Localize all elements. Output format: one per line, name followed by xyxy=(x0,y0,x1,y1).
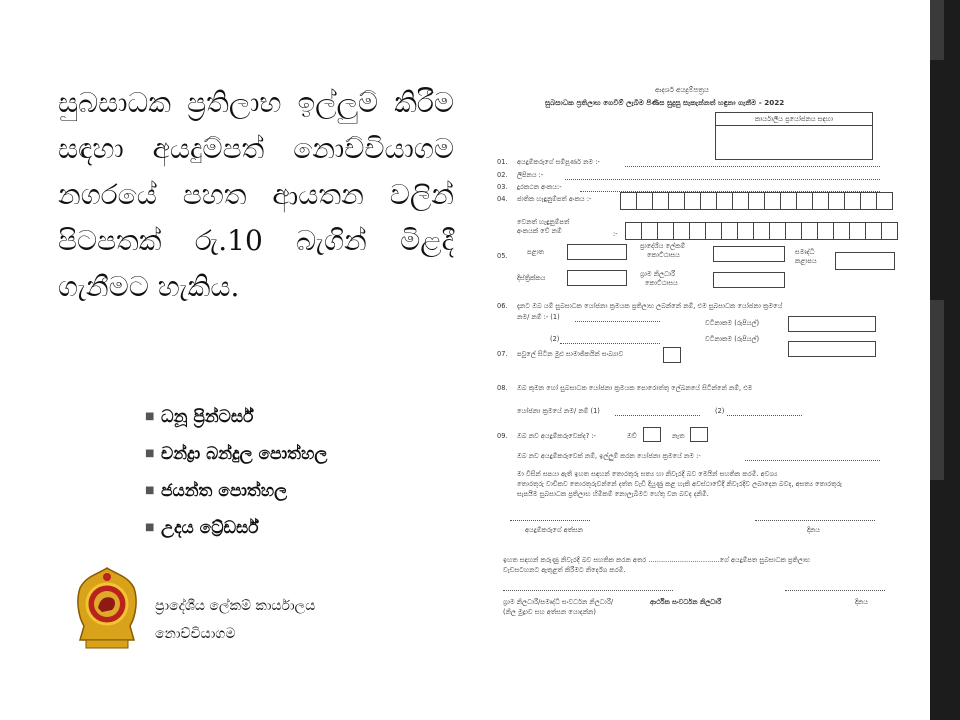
district-field[interactable] xyxy=(567,270,627,286)
shop-name: උදය ට්‍රේඩර්ස් xyxy=(161,517,259,538)
square-bullet-icon: ■ xyxy=(145,484,155,496)
province-label: පළාත xyxy=(527,248,545,256)
office-use-label: කාර්යාලීය ප්‍රයෝජනය සඳහා xyxy=(716,113,872,126)
district-label: දිස්ත්‍රික්කය xyxy=(517,274,546,282)
sample-application-form xyxy=(495,80,905,640)
officer-title-line-1b: ආර්ථික සංවර්ධන නිලධාරී xyxy=(650,598,722,606)
q04-number: 04. xyxy=(497,195,508,203)
list-item xyxy=(145,398,327,435)
yes-checkbox[interactable] xyxy=(643,427,661,442)
square-bullet-icon: ■ xyxy=(145,410,155,422)
form-heading: ආදර්ශ අයදුම්පත්‍රය xyxy=(655,86,709,94)
ds-label-2: කොට්ඨාසය xyxy=(647,251,680,259)
family-count-field[interactable] xyxy=(663,347,681,363)
office-address xyxy=(155,592,315,648)
declaration-line-1: මා විසින් සපයා ඇති ඉහත සඳහන් තොරතුරු සත්‍ය හා නිවැරදි බව මෙයින් සහතික කරමි. අවශ්‍ය xyxy=(517,470,778,478)
value-1-field[interactable] xyxy=(788,316,876,332)
office-location: නොච්චියාගම xyxy=(155,626,236,642)
slide-side-bar xyxy=(930,0,960,720)
other-id-colon: :- xyxy=(613,230,618,238)
no-checkbox[interactable] xyxy=(690,427,708,442)
shop-name: ජයන්ත පොත්හල xyxy=(161,480,288,501)
waiting-scheme-2-field[interactable] xyxy=(727,415,802,416)
q07-label: පවුලේ සිටින මුළු සාමාජිකයින් සංඛ්‍යාව xyxy=(517,350,624,358)
samurdhi-label-2: කළාපය xyxy=(795,257,817,265)
officer-signature-field[interactable] xyxy=(503,590,673,591)
square-bullet-icon: ■ xyxy=(145,447,155,459)
name-field[interactable] xyxy=(625,166,880,167)
list-item xyxy=(145,509,327,546)
gn-label: ග්‍රාම නිලධාරී xyxy=(640,270,676,278)
date-field[interactable] xyxy=(755,520,875,521)
samurdhi-field[interactable] xyxy=(835,252,895,270)
q09-label: ඔබ නව අයදුම්කරුවෙක්ද? :- xyxy=(517,432,596,440)
side-bar-segment xyxy=(930,300,944,480)
officer-date-field[interactable] xyxy=(785,590,885,591)
q04-label: ජාතික හැඳුනුම්පත් අංකය :- xyxy=(517,195,592,203)
officer-title-line-2: (නිල මුද්‍රාව සහ අත්සන යොදන්න) xyxy=(503,608,596,616)
officer-date-label: දිනය xyxy=(855,598,869,606)
q02-label: ලිපිනය :- xyxy=(517,171,544,179)
q08-label: ඔබ කුමන හෝ සුබසාධක යෝජනා ක්‍රමයක පොරොත්තු ලේඛනයේ සිටින්නේ නම්, එම xyxy=(517,384,753,392)
samurdhi-label: සමෘද්ධි xyxy=(795,248,815,256)
q02-number: 02. xyxy=(497,171,508,179)
side-bar-segment xyxy=(930,0,944,60)
q09-number: 09. xyxy=(497,432,508,440)
q05-number: 05. xyxy=(497,252,508,260)
ds-label: ප්‍රාදේශීය ලේකම් xyxy=(640,242,686,250)
q01-number: 01. xyxy=(497,158,508,166)
headline-text: සුබසාධක ප්‍රතිලාභ ඉල්ලුම් කිරීම සඳහා අයදුම්පත් නොච්චියාගම නගරයේ පහත ආයතන වලින් පිටපතක් රු.10 බැගින් මිළදී ගැනීමට හැකිය. xyxy=(58,86,454,303)
q06-label: දැනට ඔබ යම් සුබසාධක යෝජනා ක්‍රමයක ප්‍රතිලාභ ලබන්නේ නම්, එම සුබසාධක යෝජනා ක්‍රමයේ xyxy=(517,302,783,310)
gn-field[interactable] xyxy=(713,272,785,288)
square-bullet-icon: ■ xyxy=(145,521,155,533)
q01-label: අයදුම්කරුගේ සම්පූර්ණ නම :- xyxy=(517,158,600,166)
other-id-label: වෙනත් හැඳුනුම්පත් xyxy=(517,218,570,226)
address-field[interactable] xyxy=(565,179,880,180)
q08-number: 08. xyxy=(497,384,508,392)
list-item xyxy=(145,435,327,472)
new-scheme-field[interactable] xyxy=(745,460,880,461)
q06-second-label: (2) xyxy=(550,335,560,343)
applicant-signature-field[interactable] xyxy=(510,520,590,521)
ds-field[interactable] xyxy=(713,246,785,262)
q08-second-label: (2) xyxy=(715,407,725,415)
gn-label-2: කොට්ඨාසය xyxy=(645,279,678,287)
certification-line-2: වැඩසටහනට ඇතුළත් කිරීමට නිර්දේශ කරමි. xyxy=(503,566,626,574)
q06-number: 06. xyxy=(497,302,508,310)
scheme-2-field[interactable] xyxy=(560,343,660,344)
date-label: දිනය xyxy=(807,526,821,534)
officer-title-line-1: ග්‍රාම නිලධාරී/සමෘද්ධි සංවර්ධන නිලධාරී/ xyxy=(503,598,614,606)
certification-line-1: ඉහත සඳහන් කරුණු නිවැරදි බව සහතික කරන අතර ..................................ගේ අයදුම්පත සුබසාධක ප්‍රතිලාභ xyxy=(503,556,811,564)
sri-lanka-emblem-icon xyxy=(76,566,138,650)
nic-number-grid[interactable] xyxy=(620,192,892,210)
q08-name-label: යෝජනා ක්‍රමයේ නම/ නම් (1) xyxy=(517,407,600,415)
scheme-1-field[interactable] xyxy=(575,321,660,322)
other-id-grid[interactable] xyxy=(625,222,897,240)
waiting-scheme-1-field[interactable] xyxy=(615,415,700,416)
q06-name-label: නම/ නම් :- (1) xyxy=(517,313,560,321)
shop-list xyxy=(145,398,327,546)
value-1-label: වටිනාකම (රුපියල්) xyxy=(705,319,760,327)
shop-name: චන්ද්‍රා බන්දුල පොත්හල xyxy=(161,443,328,464)
form-subheading: සුබසාධක ප්‍රතිලාභ ගෙවීම් ලැබීම පිණිස සුදුසු සැකැන්නත් හඳුනා ගැනීම - 2022 xyxy=(545,98,785,107)
value-2-label: වටිනාකම (රුපියල්) xyxy=(705,335,760,343)
province-field[interactable] xyxy=(567,244,627,260)
new-scheme-label: ඔබ නව අයදුම්කරුවෙක් නම්, ඉල්ලුම් කරන යෝජනා ක්‍රමයේ නම :- xyxy=(517,452,701,460)
other-id-label-2: අංකයක් වේ නම් xyxy=(517,227,562,235)
value-2-field[interactable] xyxy=(788,341,876,357)
declaration-line-2: තොරතුරු වාචිකව තොරතුරුවන්නේ දත්ත වැඩි දියුණු කළ හැකි අවස්ථාවේදී නිවැරදිව ලබාදෙන බවද, අසත්‍ය තොරතුරු xyxy=(517,480,842,488)
q07-number: 07. xyxy=(497,350,508,358)
shop-name: ධනූ ප්‍රින්ටර්ස් xyxy=(161,406,254,427)
list-item xyxy=(145,472,327,509)
office-use-box xyxy=(715,112,873,160)
office-name: ප්‍රාදේශීය ලේකම් කාර්යාලය xyxy=(155,598,316,614)
q03-number: 03. xyxy=(497,183,508,191)
q03-label: දුරකථන අංකය:- xyxy=(517,183,562,191)
no-label: නැත xyxy=(672,432,685,440)
applicant-signature-label: අයදුම්කරුගේ අත්සන xyxy=(525,526,584,534)
yes-label: ඔව් xyxy=(627,432,637,440)
declaration-line-3: සැපයීම සුබසාධක ප්‍රතිලාභ හිමිකම් නොලැබීමට හේතු වන බවද දනිමි. xyxy=(517,490,709,498)
